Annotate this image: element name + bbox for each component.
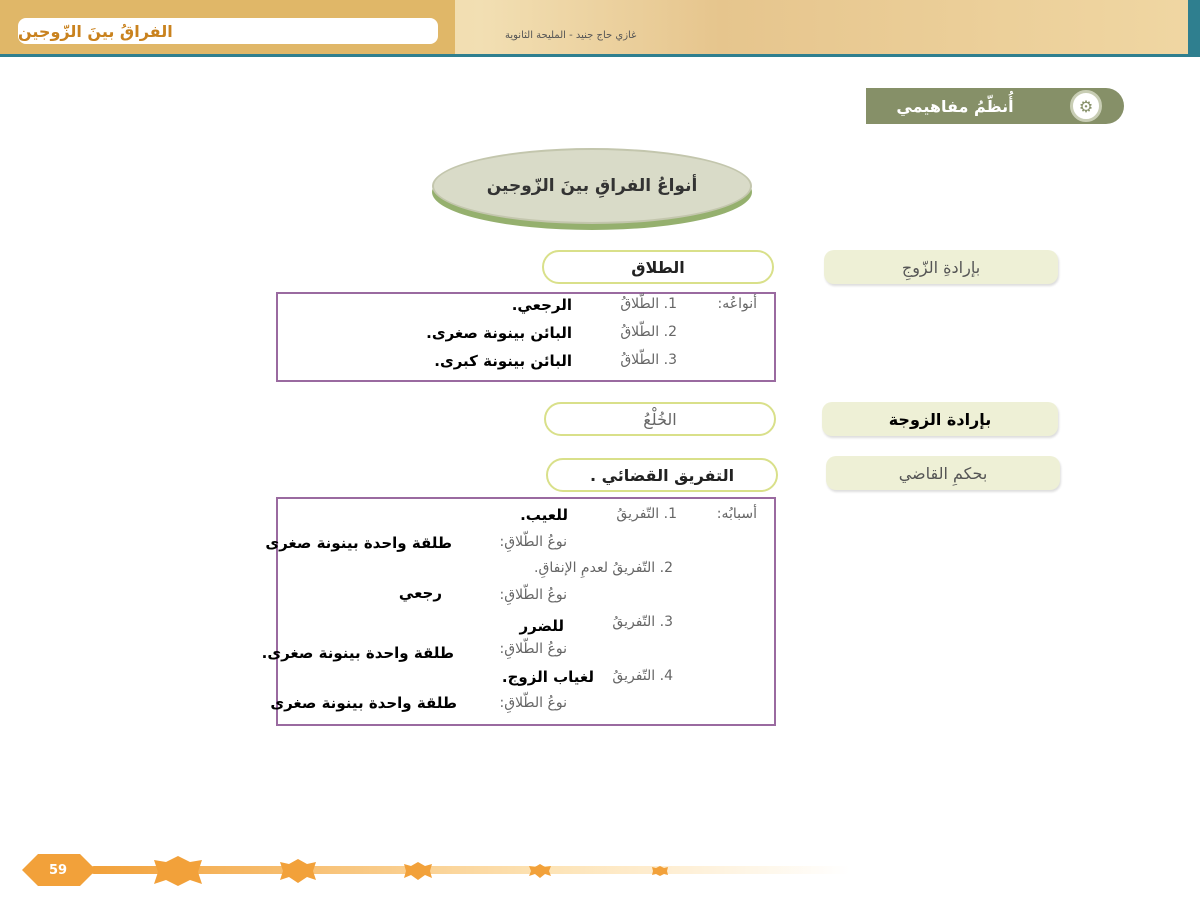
talaq-item-3-prefix: 3. الطّلاقُ — [620, 352, 677, 368]
page-number: 59 — [48, 862, 68, 878]
header-edge-bar — [1188, 0, 1200, 54]
pill-tafriq — [546, 458, 778, 492]
side-label-husband: بإرادةِ الزّوجِ — [824, 250, 1058, 284]
tafriq-item-3-answer: للضرر — [519, 617, 564, 635]
tafriq-item-3-prefix: 3. التّفريقُ — [612, 614, 673, 630]
talaq-item-2-answer: البائن بينونة صغرى. — [426, 324, 572, 342]
tafriq-reasons-box — [276, 497, 776, 726]
footer-decor-stars — [0, 846, 700, 896]
header-title: الفراقُ بينَ الزّوجين — [18, 21, 173, 41]
pill-tafriq-text: التفريق القضائي . — [589, 465, 735, 485]
tafriq-item-1-answer: للعيب. — [520, 506, 568, 524]
tafriq-item-1-type: طلقة واحدة بينونة صغرى — [265, 534, 452, 552]
side-label-judge: بحكمِ القاضي — [826, 456, 1060, 490]
pill-talaq — [542, 250, 774, 284]
talaq-item-3-answer: البائن بينونة كبرى. — [434, 352, 572, 370]
pill-talaq-text: الطلاق — [631, 257, 685, 277]
footer-star-5 — [652, 866, 668, 876]
tafriq-item-2-prefix: 2. التّفريقُ لعدمِ الإنفاقِ. — [534, 560, 673, 576]
tafriq-item-3-type-label: نوعُ الطّلاقِ: — [499, 641, 567, 657]
talaq-item-1-answer: الرجعي. — [511, 296, 572, 314]
talaq-lead: أنواعُه: — [717, 296, 757, 312]
talaq-item-2-prefix: 2. الطّلاقُ — [620, 324, 677, 340]
footer-star-3 — [404, 862, 432, 880]
main-title-oval: أنواعُ الفراقِ بينَ الزّوجين — [432, 148, 752, 224]
gear-icon: ⚙ — [1070, 90, 1102, 122]
tafriq-item-4-type-label: نوعُ الطّلاقِ: — [499, 695, 567, 711]
tafriq-item-4-prefix: 4. التّفريقُ — [612, 668, 673, 684]
concepts-label: أُنظّمُ مفاهيمي — [896, 96, 1014, 116]
header-subtitle: غازي حاج جنيد - المليحة الثانوية — [505, 30, 637, 41]
talaq-item-1-prefix: 1. الطّلاقُ — [620, 296, 677, 312]
footer-star-1 — [154, 856, 202, 886]
pill-khul: الخُلْعُ — [544, 402, 776, 436]
footer-star-4 — [529, 864, 551, 878]
tafriq-item-1-type-label: نوعُ الطّلاقِ: — [499, 534, 567, 550]
tafriq-item-4-type: طلقة واحدة بينونة صغرى — [270, 694, 457, 712]
footer-star-2 — [280, 859, 316, 883]
tafriq-item-2-type-label: نوعُ الطّلاقِ: — [499, 587, 567, 603]
tafriq-item-1-prefix: 1. التّفريقُ — [616, 506, 677, 522]
tafriq-lead: أسبابُه: — [716, 506, 757, 522]
tafriq-item-4-answer: لغياب الزوج. — [501, 668, 594, 686]
tafriq-item-3-type: طلقة واحدة بينونة صغرى. — [261, 644, 454, 662]
side-label-wife: بإرادة الزوجة — [822, 402, 1058, 436]
tafriq-item-2-type: رجعي — [398, 584, 442, 602]
